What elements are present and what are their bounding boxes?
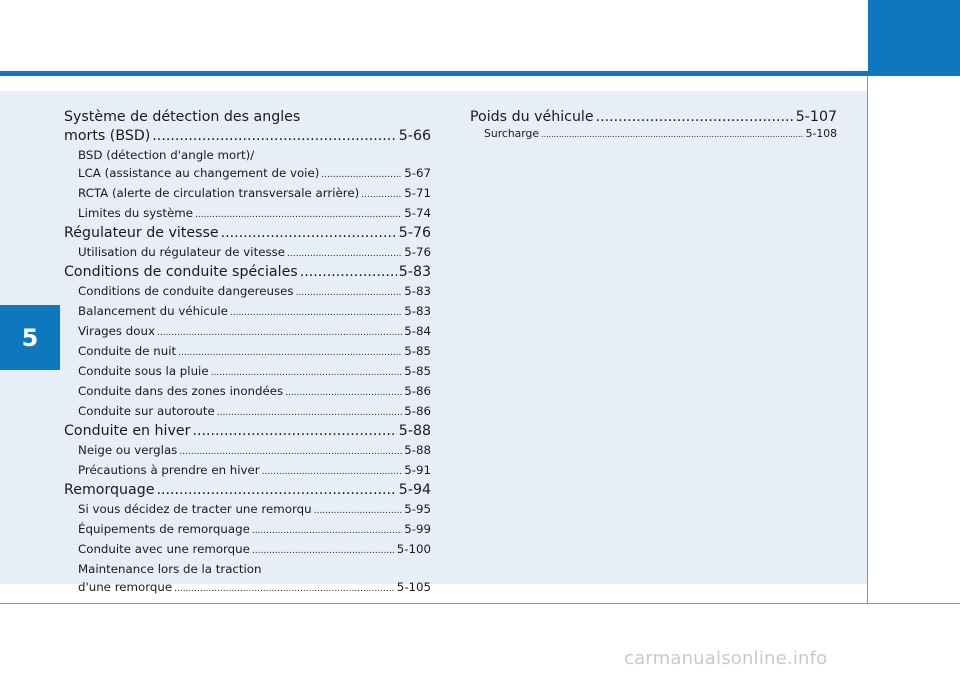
page-number: 5-86 bbox=[404, 384, 431, 398]
chapter-number: 5 bbox=[21, 323, 39, 352]
page-number: 5-88 bbox=[404, 443, 431, 457]
dot-leader bbox=[361, 186, 402, 204]
toc-subentry[interactable] bbox=[78, 243, 431, 263]
dot-leader bbox=[192, 422, 396, 441]
dot-leader bbox=[174, 580, 395, 598]
page-number: 5-107 bbox=[795, 109, 837, 125]
header-accent-bar bbox=[0, 71, 868, 76]
page-number: 5-84 bbox=[404, 324, 431, 338]
dot-leader bbox=[296, 284, 403, 302]
toc-subentry[interactable] bbox=[78, 540, 431, 560]
toc-subentry[interactable] bbox=[78, 282, 431, 302]
page-number: 5-100 bbox=[396, 542, 431, 556]
entry-title: Limites du système bbox=[78, 206, 194, 220]
dot-leader bbox=[195, 206, 402, 224]
toc-heading[interactable] bbox=[64, 481, 431, 500]
page-number: 5-76 bbox=[404, 245, 431, 259]
dot-leader bbox=[152, 127, 397, 146]
toc-subentry[interactable] bbox=[484, 127, 837, 142]
entry-title: RCTA (alerte de circulation transversale arrière) bbox=[78, 186, 360, 200]
toc-subentry-line: BSD (détection d'angle mort)/ bbox=[78, 148, 255, 162]
entry-title: Conduite avec une remorque bbox=[78, 542, 250, 556]
entry-title: Conditions de conduite spéciales bbox=[64, 264, 298, 280]
toc-subentry[interactable] bbox=[78, 184, 431, 204]
chapter-tab bbox=[0, 305, 60, 370]
entry-title: Virages doux bbox=[78, 324, 155, 338]
toc-subentry[interactable] bbox=[78, 322, 431, 342]
page-number: 5-83 bbox=[404, 304, 431, 318]
toc-subentry[interactable] bbox=[78, 362, 431, 382]
toc-subentry-line: Maintenance lors de la traction bbox=[78, 562, 262, 576]
dot-leader bbox=[179, 443, 402, 461]
page-number: 5-94 bbox=[398, 482, 431, 498]
vertical-divider bbox=[867, 76, 868, 604]
dot-leader bbox=[252, 522, 402, 540]
toc-heading[interactable] bbox=[64, 263, 431, 282]
toc-subentry[interactable] bbox=[78, 578, 431, 598]
dot-leader bbox=[157, 324, 402, 342]
toc-right-column bbox=[470, 108, 837, 142]
page-number: 5-83 bbox=[404, 284, 431, 298]
toc-subentry[interactable] bbox=[78, 402, 431, 422]
toc-heading[interactable] bbox=[470, 108, 837, 127]
page-number: 5-88 bbox=[398, 423, 431, 439]
toc-heading-line: Système de détection des angles bbox=[64, 109, 301, 125]
entry-title: Conditions de conduite dangereuses bbox=[78, 284, 294, 298]
toc-subentry[interactable] bbox=[78, 204, 431, 224]
page-number: 5-99 bbox=[404, 522, 431, 536]
entry-title: Conduite dans des zones inondées bbox=[78, 384, 284, 398]
dot-leader bbox=[252, 542, 395, 560]
dot-leader bbox=[287, 245, 402, 263]
dot-leader bbox=[262, 463, 403, 481]
entry-title: Remorquage bbox=[64, 482, 155, 498]
entry-title: Balancement du véhicule bbox=[78, 304, 228, 318]
entry-title: Utilisation du régulateur de vitesse bbox=[78, 245, 285, 259]
dot-leader bbox=[285, 384, 402, 402]
toc-subentry[interactable] bbox=[78, 500, 431, 520]
toc-subentry[interactable] bbox=[78, 164, 431, 184]
page-number: 5-85 bbox=[404, 364, 431, 378]
toc-subentry[interactable] bbox=[78, 382, 431, 402]
dot-leader bbox=[178, 344, 402, 362]
watermark: carmanualsonline.info bbox=[624, 648, 828, 669]
toc-heading[interactable] bbox=[64, 127, 431, 146]
entry-title: Neige ou verglas bbox=[78, 443, 178, 457]
entry-title: d'une remorque bbox=[78, 580, 173, 594]
page-number: 5-83 bbox=[398, 264, 431, 280]
dot-leader bbox=[314, 502, 403, 520]
entry-title: Conduite en hiver bbox=[64, 423, 191, 439]
entry-title: Précautions à prendre en hiver bbox=[78, 463, 260, 477]
toc-heading[interactable] bbox=[64, 224, 431, 243]
dot-leader bbox=[211, 364, 403, 382]
entry-title: Conduite sur autoroute bbox=[78, 404, 215, 418]
page-number: 5-74 bbox=[404, 206, 431, 220]
corner-accent-block bbox=[868, 0, 960, 76]
dot-leader bbox=[217, 404, 402, 422]
dot-leader bbox=[541, 128, 804, 142]
toc-subentry[interactable] bbox=[78, 520, 431, 540]
page-number: 5-66 bbox=[398, 128, 431, 144]
footer-divider bbox=[0, 603, 960, 604]
entry-title: Surcharge bbox=[484, 127, 540, 140]
entry-title: Équipements de remorquage bbox=[78, 522, 250, 536]
entry-title: Régulateur de vitesse bbox=[64, 225, 219, 241]
toc-subentry[interactable] bbox=[78, 461, 431, 481]
toc-subentry[interactable] bbox=[78, 302, 431, 322]
page-number: 5-67 bbox=[404, 166, 431, 180]
entry-title: LCA (assistance au changement de voie) bbox=[78, 166, 320, 180]
toc-subentry[interactable] bbox=[78, 342, 431, 362]
page-number: 5-86 bbox=[404, 404, 431, 418]
page-number: 5-71 bbox=[404, 186, 431, 200]
dot-leader bbox=[230, 304, 402, 322]
entry-title: Si vous décidez de tracter une remorqu bbox=[78, 502, 312, 516]
entry-title: Conduite sous la pluie bbox=[78, 364, 209, 378]
dot-leader bbox=[300, 263, 397, 282]
page-number: 5-91 bbox=[404, 463, 431, 477]
page-number: 5-105 bbox=[396, 580, 431, 594]
toc-subentry[interactable] bbox=[78, 441, 431, 461]
entry-title: morts (BSD) bbox=[64, 128, 151, 144]
page-number: 5-85 bbox=[404, 344, 431, 358]
dot-leader bbox=[596, 108, 794, 127]
page-number: 5-76 bbox=[398, 225, 431, 241]
dot-leader bbox=[321, 166, 402, 184]
page-number: 5-108 bbox=[805, 127, 837, 140]
toc-left-column bbox=[64, 108, 431, 598]
toc-heading[interactable] bbox=[64, 422, 431, 441]
dot-leader bbox=[221, 224, 397, 243]
entry-title: Poids du véhicule bbox=[470, 109, 594, 125]
page-number: 5-95 bbox=[404, 502, 431, 516]
entry-title: Conduite de nuit bbox=[78, 344, 177, 358]
dot-leader bbox=[156, 481, 396, 500]
